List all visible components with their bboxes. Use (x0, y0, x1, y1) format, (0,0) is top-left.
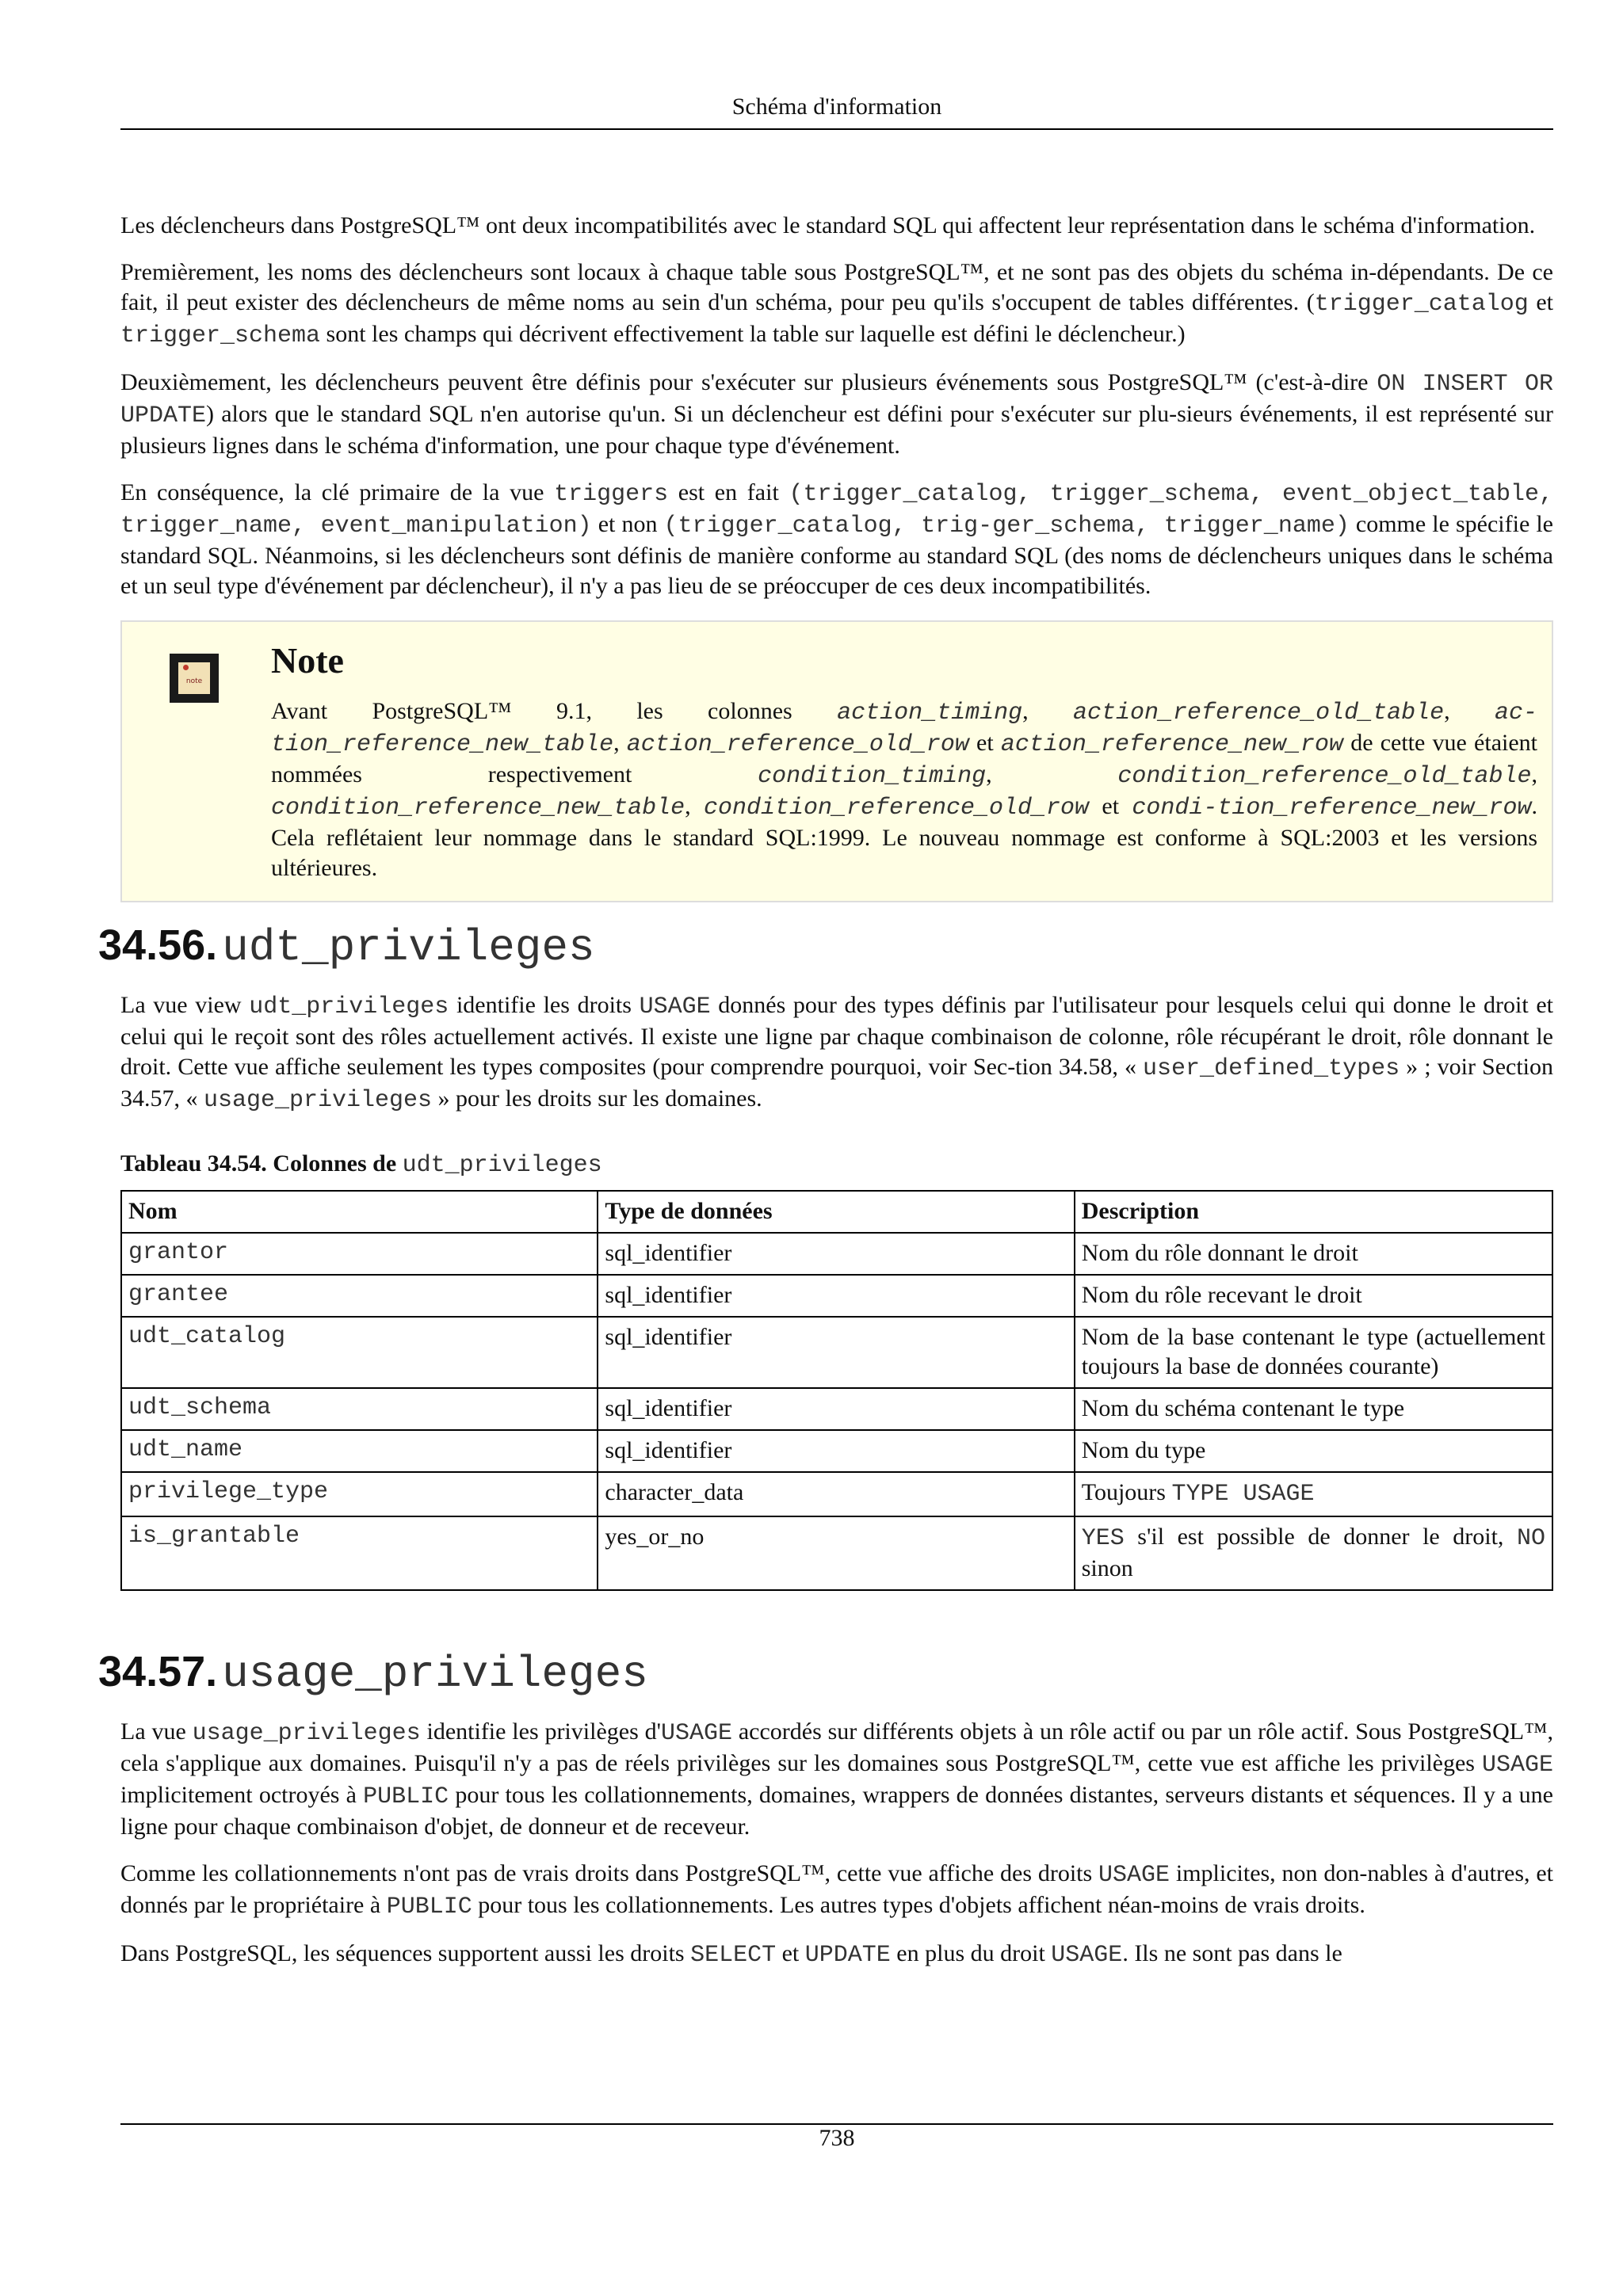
code-no: NO (1516, 1525, 1545, 1552)
link-usage-privileges[interactable]: usage_privileges (204, 1087, 433, 1114)
caption-code: udt_privileges (402, 1152, 602, 1179)
code-action-reference-new-row: action_reference_new_row (1000, 731, 1343, 758)
text: Dans PostgreSQL, les séquences supportent aussi les droits (120, 1940, 691, 1966)
code-update: UPDATE (804, 1942, 891, 1969)
table-row (121, 1516, 1552, 1590)
link-user-defined-types[interactable]: user_defined_types (1143, 1055, 1400, 1082)
text: , (1531, 761, 1537, 788)
cell-type: sql_identifier (598, 1388, 1074, 1430)
text: , (1022, 698, 1074, 724)
code-action-timing: action_timing (837, 700, 1023, 727)
text: ) alors que le standard SQL n'en autorise qu'un. Si un déclencheur est défini pour s'exécuter sur plu-sieurs événements, il est représenté sur plusieurs lignes dans le schéma d'information, une pour chaque type d'événement. (120, 401, 1553, 459)
table-row (121, 1430, 1552, 1472)
cell-name: grantee (121, 1275, 598, 1317)
table-row (121, 1388, 1552, 1430)
note-icon-column (122, 635, 271, 883)
text: et (1089, 793, 1132, 819)
cell-type: character_data (598, 1472, 1074, 1516)
code-condition-reference-new-table: condition_reference_new_table (271, 795, 685, 822)
code-usage: USAGE (639, 994, 711, 1020)
text: » pour les droits sur les domaines. (432, 1085, 762, 1112)
section-heading-udt-privileges (98, 920, 1553, 979)
code-usage: USAGE (660, 1720, 732, 1747)
table-row (121, 1233, 1552, 1275)
text: En conséquence, la clé primaire de la vue (120, 479, 555, 505)
code-usage: USAGE (1098, 1862, 1170, 1889)
code-trigger-catalog: trigger_catalog (1314, 291, 1529, 318)
text: » ; voir Section 34.57, « (120, 1054, 1553, 1112)
cell-description: Nom du schéma contenant le type (1075, 1388, 1552, 1430)
text: Premièrement, les noms des déclencheurs sont locaux à chaque table sous PostgreSQL™, et ne sont pas des objets du schéma in-dépendants. De ce fait, il peut exister des déclencheurs de même noms au sein d'un schéma, pour peu qu'ils s'occupent de tables différentes. ( (120, 259, 1553, 315)
table-row (121, 1472, 1552, 1516)
note-title: Note (271, 640, 344, 681)
cell-type: sql_identifier (598, 1275, 1074, 1317)
text: sinon (1081, 1555, 1133, 1581)
cell-type: yes_or_no (598, 1516, 1074, 1590)
cell-description: Nom du type (1075, 1430, 1552, 1472)
intro-paragraph-4 (120, 478, 1553, 601)
section-title: usage_privileges (222, 1649, 648, 1699)
text: . Cela reflétaient leur nommage dans le standard SQL:1999. Le nouveau nommage est conforme à SQL:2003 et les versions ultérieures. (271, 793, 1537, 881)
code-usage: USAGE (1051, 1942, 1123, 1969)
text: pour tous les collationnements. Les autres types d'objets affichent néan-moins de vrais droits. (472, 1892, 1365, 1918)
section-number: 34.56. (98, 921, 218, 969)
table-header-row (121, 1191, 1552, 1233)
table-row (121, 1317, 1552, 1388)
code-on-insert-or-update: ON INSERT OR UPDATE (120, 371, 1553, 429)
text: , (986, 761, 1118, 788)
text: s'il est possible de donner le droit, (1124, 1524, 1517, 1550)
cell-name: privilege_type (121, 1472, 598, 1516)
code-select: SELECT (690, 1942, 777, 1969)
cell-type: sql_identifier (598, 1317, 1074, 1388)
code-type-usage: TYPE USAGE (1171, 1481, 1315, 1508)
section-heading-usage-privileges (98, 1646, 1553, 1706)
text: et (1528, 289, 1554, 315)
header-type: Type de données (598, 1191, 1074, 1233)
cell-description: Nom du rôle recevant le droit (1075, 1275, 1552, 1317)
text: et non (591, 511, 664, 537)
text: accordés sur différents objets à un rôle actif ou par un rôle actif. Sous PostgreSQL™, cela s'applique aux domaines. Puisqu'il n'y a pas de réels privilèges sur les domaines sous PostgreSQL™, cette vue est affiche les privilèges (120, 1718, 1553, 1776)
code-usage: USAGE (1481, 1752, 1553, 1779)
text: est en fait (668, 479, 789, 505)
note-paragraph (271, 696, 1537, 883)
text: et (968, 730, 1001, 756)
text: , (685, 793, 704, 819)
code-condition-reference-old-row: condition_reference_old_row (703, 795, 1090, 822)
cell-description (1075, 1516, 1552, 1590)
text: Avant PostgreSQL™ 9.1, les colonnes (271, 698, 838, 724)
text: et (776, 1940, 805, 1966)
text: pour tous les collationnements, domaines, wrappers de données distantes, serveurs distants et séquences. Il y a une ligne pour chaque combinaison d'objet, de donneur et de receveur. (120, 1782, 1553, 1840)
cell-name: is_grantable (121, 1516, 598, 1590)
code-condition-reference-new-row: condi-tion_reference_new_row (1132, 795, 1532, 822)
code-primary-key: (trigger_catalog, trigger_schema, event_object_table, trigger_name, event_manipulation) (120, 481, 1553, 540)
intro-paragraph-3 (120, 368, 1553, 461)
header-name: Nom (121, 1191, 598, 1233)
code-triggers: triggers (554, 481, 669, 508)
note-body (271, 635, 1537, 883)
code-udt-privileges: udt_privileges (249, 994, 449, 1020)
text: donnés pour des types définis par l'utilisateur pour lesquels celui qui donne le droit et celui qui le reçoit sont des rôles actuellement activés. Il existe une ligne par chaque combinaison de colonne, rôle récupérant le droit, rôle donnant le droit. Cette vue affiche seulement les types composites (pour comprendre pourquoi, voir Sec-tion 34.58, « (120, 992, 1554, 1080)
note-box (120, 620, 1553, 902)
caption-label: Tableau 34.54. Colonnes de (120, 1150, 403, 1177)
text: Toujours (1081, 1479, 1172, 1505)
code-trigger-schema: trigger_schema (120, 322, 321, 349)
cell-name: udt_schema (121, 1388, 598, 1430)
text: implicitement octroyés à (120, 1782, 364, 1808)
columns-table (120, 1190, 1553, 1591)
usage-paragraph-1 (120, 1717, 1553, 1842)
usage-paragraph-2 (120, 1859, 1553, 1922)
page-number: 738 (819, 2125, 855, 2151)
code-action-reference-new-table: ac-tion_reference_new_table (271, 700, 1537, 758)
table-row (121, 1275, 1552, 1317)
code-standard-key: (trigger_catalog, trig-ger_schema, trigger_name) (663, 513, 1350, 540)
text: , (613, 730, 627, 756)
page-content (98, 211, 1554, 1987)
cell-name: udt_catalog (121, 1317, 598, 1388)
code-action-reference-old-row: action_reference_old_row (626, 731, 969, 758)
text: identifie les droits (449, 992, 640, 1018)
text: sont les champs qui décrivent effectivement la table sur laquelle est défini le déclencheur.) (320, 321, 1186, 347)
text: implicites, non don-nables à d'autres, et donnés par le propriétaire à (120, 1860, 1553, 1918)
text: identifie les privilèges d' (420, 1718, 661, 1745)
note-icon (170, 654, 219, 703)
cell-name: udt_name (121, 1430, 598, 1472)
cell-description: Nom du rôle donnant le droit (1075, 1233, 1552, 1275)
code-public: PUBLIC (363, 1783, 449, 1810)
header-rule (120, 128, 1553, 130)
usage-paragraph-3 (120, 1939, 1553, 1970)
pin-icon (183, 665, 189, 670)
text: en plus du droit (890, 1940, 1052, 1966)
text: comme le spécifie le standard SQL. Néanmoins, si les déclencheurs sont définis de manière conforme au standard SQL (des noms de déclencheurs uniques dans le schéma et un seul type d'événement par déclencheur), il n'y a pas lieu de se préoccuper de ces deux incompatibilités. (120, 511, 1553, 599)
text: de cette vue étaient nommées respectivement (271, 730, 1538, 788)
code-yes: YES (1081, 1525, 1125, 1552)
cell-name: grantor (121, 1233, 598, 1275)
text: La vue (120, 1718, 193, 1745)
section-title: udt_privileges (222, 922, 595, 973)
code-condition-timing: condition_timing (758, 763, 987, 790)
text: , (1444, 698, 1495, 724)
note-icon-label: note (185, 677, 203, 685)
code-action-reference-old-table: action_reference_old_table (1073, 700, 1445, 727)
code-condition-reference-old-table: condition_reference_old_table (1117, 763, 1532, 790)
udt-privileges-paragraph (120, 990, 1553, 1116)
intro-paragraph-2 (120, 257, 1553, 351)
note-paper (178, 662, 210, 694)
table-caption (120, 1150, 1553, 1179)
text: Comme les collationnements n'ont pas de vrais droits dans PostgreSQL™, cette vue affiche des droits (120, 1860, 1099, 1886)
text: Deuxièmement, les déclencheurs peuvent être définis pour s'exécuter sur plusieurs événements sous PostgreSQL™ (c'est-à-dire (120, 369, 1377, 395)
cell-description (1075, 1472, 1552, 1516)
intro-paragraph-1: Les déclencheurs dans PostgreSQL™ ont deux incompatibilités avec le standard SQL qui affectent leur représentation dans le schéma d'information. (120, 212, 1536, 238)
cell-description: Nom de la base contenant le type (actuellement toujours la base de données courante) (1075, 1317, 1552, 1388)
text: . Ils ne sont pas dans le (1122, 1940, 1342, 1966)
code-usage-privileges: usage_privileges (192, 1720, 421, 1747)
text: La vue view (120, 992, 250, 1018)
cell-type: sql_identifier (598, 1430, 1074, 1472)
code-public: PUBLIC (386, 1894, 472, 1920)
cell-type: sql_identifier (598, 1233, 1074, 1275)
header-description: Description (1075, 1191, 1552, 1233)
section-number: 34.57. (98, 1648, 218, 1695)
running-header: Schéma d'information (731, 93, 942, 120)
